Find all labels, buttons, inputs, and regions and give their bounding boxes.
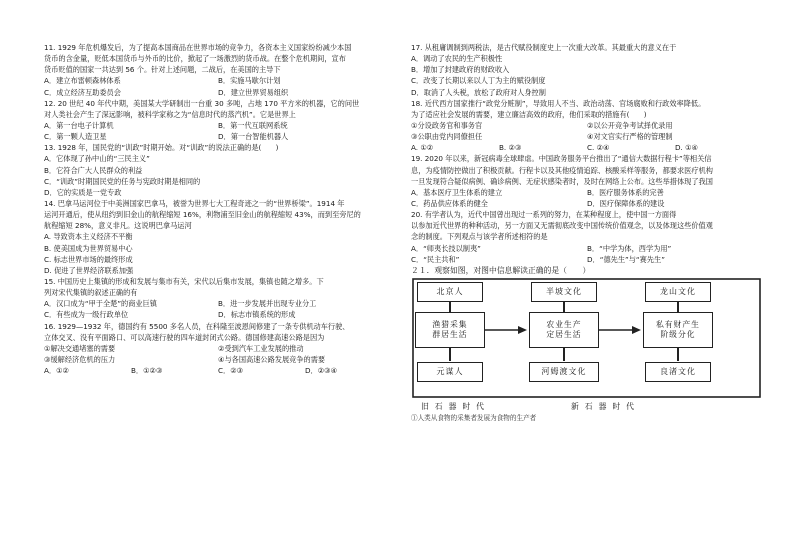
question-line: 以参加近代世界的种种活动，另一方面又无需彻底改变中国传统价值观念，以及体现这些价值观 [411,221,713,231]
question-line: B. 使美国成为世界贸易中心 [44,243,133,253]
question-line: 11. 1929 年危机爆发后，为了提高本国商品在世界市场的竞争力，各资本主义国家纷纷减少本国 [44,43,352,52]
option-text: A．第一台电子计算机 [44,120,114,130]
option-row [44,87,392,98]
option-row [44,75,392,86]
diagram-box-hemudu-culture: 河姆渡文化 [529,362,599,382]
option-text: A．①② [44,366,69,376]
diagram-box-agriculture-settlement: 农业生产 定居生活 [529,312,599,348]
option-text: ①解决交通堵塞的需要 [44,343,116,353]
option-text: C．有些成为一级行政单位 [44,310,129,320]
question-line: 航程缩短 28%，意义非凡。这说明巴拿马运河 [44,221,192,231]
option-text: A．汉口成为“甲于全楚”的商业巨镇 [44,299,157,309]
question-line: 货币贬值的国家一共达到 56 个。针对上述问题，二战后，在美国的主导下 [44,65,281,75]
option-text: B．“中学为体，西学为用” [587,243,672,253]
question-line: 对人类社会产生了深远影响，被科学家称之为“信息时代的蒸汽机”。它是世界上 [44,109,296,119]
option-row [44,131,392,142]
question-line: A. 导致资本主义经济不平衡 [44,232,133,242]
question-line: C．改变了长期以来以人丁为主的赋役制度 [411,76,546,86]
option-text: ②以公开竞争考试择优录用 [587,120,673,130]
option-text: A．建立布雷顿森林体系 [44,76,121,86]
option-text: D．②③④ [305,366,338,376]
diagram-box-banpo-culture: 半坡文化 [531,282,597,302]
era-label-paleolithic: 旧石器时代 [421,401,490,411]
diagram-box-hunting-gathering: 渔猎采集 群居生活 [415,312,485,348]
question-line: C．“训政”时期国民党的任务与宪政时期是相同的 [44,176,201,186]
option-text: D．建立世界贸易组织 [218,87,289,97]
question-line: C. 标志世界市场的最终形成 [44,254,133,264]
question-line: 19. 2020 年以来，新冠病毒全球肆虐。中国政务服务平台推出了“通信大数据行程卡”等相关信 [411,154,712,164]
question-line: 货币的含金量，贬低本国货币与外币的比价，掀起了一场激烈的货币战。在整个危机期间，宣布 [44,54,346,64]
right-question-lines [411,42,763,265]
option-row [44,309,392,320]
option-text: D．第一台智能机器人 [218,132,289,142]
option-text: C．成立经济互助委员会 [44,87,121,97]
option-text: B. ②③ [499,143,522,153]
diagram-box-beijing-man: 北京人 [417,282,483,302]
question-line: D. 促进了世界经济联系加强 [44,265,134,275]
option-row [411,198,763,209]
question-line: 16. 1929—1932 年，德国约有 5500 多名人员，在科隆至波恩间修建了一条专供机动车行驶、 [44,321,350,331]
option-row [44,354,392,365]
question-line: 运河开通后，使从纽约到旧金山的航程缩短 16%，利物浦至旧金山的航程缩短 43%，而到至旁尼的 [44,210,361,220]
option-row [411,243,763,254]
option-text: A. ①② [411,143,434,153]
option-text: D．标志市镇系统的形成 [218,310,296,320]
question-line: B．它符合广大人民群众的利益 [44,165,143,175]
option-text: C．第一颗人造卫星 [44,132,107,142]
question-line: 念的制度。下列观点与该学者所述相符的是 [411,232,548,242]
question-line: D．它的实质是一党专政 [44,187,122,197]
option-row [411,131,763,142]
question-line: 息，为疫情防控做出了积极贡献。行程卡以及其他疫情追踪、核酸采样等服务，都要求医疗机构 [411,165,713,175]
option-text: ④与各国高速公路发展竞争的需要 [218,354,326,364]
option-text: ③公职由党内同僚担任 [411,132,483,142]
diagram-box-yuanmou-man: 元谋人 [417,362,483,382]
diagram-box-longshan-culture: 龙山文化 [645,282,711,302]
question-line: 12. 20 世纪 40 年代中期，美国某大学研制出一台重 30 多吨，占地 170 平方米的机器，它的问世 [44,98,360,108]
option-text: ②受到汽车工业发展的推动 [218,343,304,353]
option-row [44,120,392,131]
question-line: 17. 从租庸调制到两税法，是古代赋役制度史上一次重大改革。其最重大的意义在于 [411,43,677,52]
option-row [411,254,763,265]
question-line: 18. 近代西方国家推行“政党分赃制”，导致用人不当、政治动荡、官场腐败和行政效率降低。 [411,98,706,108]
option-text: C．药品供应体系的健全 [411,198,488,208]
option-text: B．第一代互联网系统 [218,120,288,130]
option-text: C．②③ [218,366,244,376]
question-line: B．增加了封建政府的财政收入 [411,65,510,75]
question-line: A．调动了农民的生产积极性 [411,54,503,64]
question-line: 为了适应社会发展的需要，建立廉洁高效的政府，他们采取的措施有( ) [411,109,647,119]
question-line: 立体交叉、没有平面路口、可以高速行驶的四车道封闭式公路。德国修建高速公路是因为 [44,332,325,342]
question-line: A．它体现了孙中山的“三民主义” [44,154,150,164]
question-line: D．取消了人头税，放松了政府对人身控制 [411,87,546,97]
option-text: ③缓解经济危机的压力 [44,354,116,364]
diagram-box-liangzhu-culture: 良渚文化 [645,362,711,382]
option-text: D. ①④ [675,143,698,153]
option-text: B．进一步发展并出现专业分工 [218,299,317,309]
q21-option-1: ①人类从食物的采集者发展为食物的生产者 [411,413,537,422]
right-question-column [411,42,763,424]
option-text: B．实施马歇尔计划 [218,76,281,86]
option-row [44,298,392,309]
option-text: ①分设政务官和事务官 [411,120,483,130]
option-text: C. ②④ [587,143,610,153]
era-label-neolithic: 新石器时代 [571,401,640,411]
question-line: 列对宋代集镇的叙述正确的有 [44,288,138,298]
option-text: C．“民主共和” [411,254,460,264]
question-line: 15. 中国历史上集镇的形成和发展与集市有关，宋代以后集市发展，集镇也随之增多。下 [44,276,324,286]
option-text: D．医疗保障体系的建设 [587,198,665,208]
question-line: 13. 1928 年，国民党的“训政”时期开始。对“训政”的说法正确的是( ) [44,143,279,153]
option-text: ④对文官实行严格的管理制 [587,132,673,142]
option-text: A．基本医疗卫生体系的建立 [411,187,503,197]
option-row [411,120,763,131]
option-text: B．医疗服务体系的完善 [587,187,664,197]
question-line: 一旦发现符合疑似病例、确诊病例、无症状感染者时，及时在网络上公布。这些举措体现了我国 [411,176,713,186]
option-row [44,343,392,354]
q21-stem: ２１．观察如图，对图中信息解读正确的是（ ） [411,265,591,275]
option-text: B．①②③ [131,366,163,376]
question-line: 20. 有学者认为，近代中国曾出现过一系列的努力，在某种程度上，使中国一方面得 [411,210,677,220]
diagram-box-private-property: 私有财产生 阶级分化 [643,312,713,348]
option-row [411,142,763,153]
q21-diagram [411,278,763,412]
option-row [44,365,392,376]
option-text: D．“德先生”与“赛先生” [587,254,665,264]
left-question-column [44,42,392,376]
option-row [411,187,763,198]
option-text: A．“师夷长技以制夷” [411,243,481,253]
question-line: 14. 巴拿马运河位于中美洲国家巴拿马，被誉为世界七大工程奇迹之一的“世界桥梁”。1914 年 [44,198,345,208]
